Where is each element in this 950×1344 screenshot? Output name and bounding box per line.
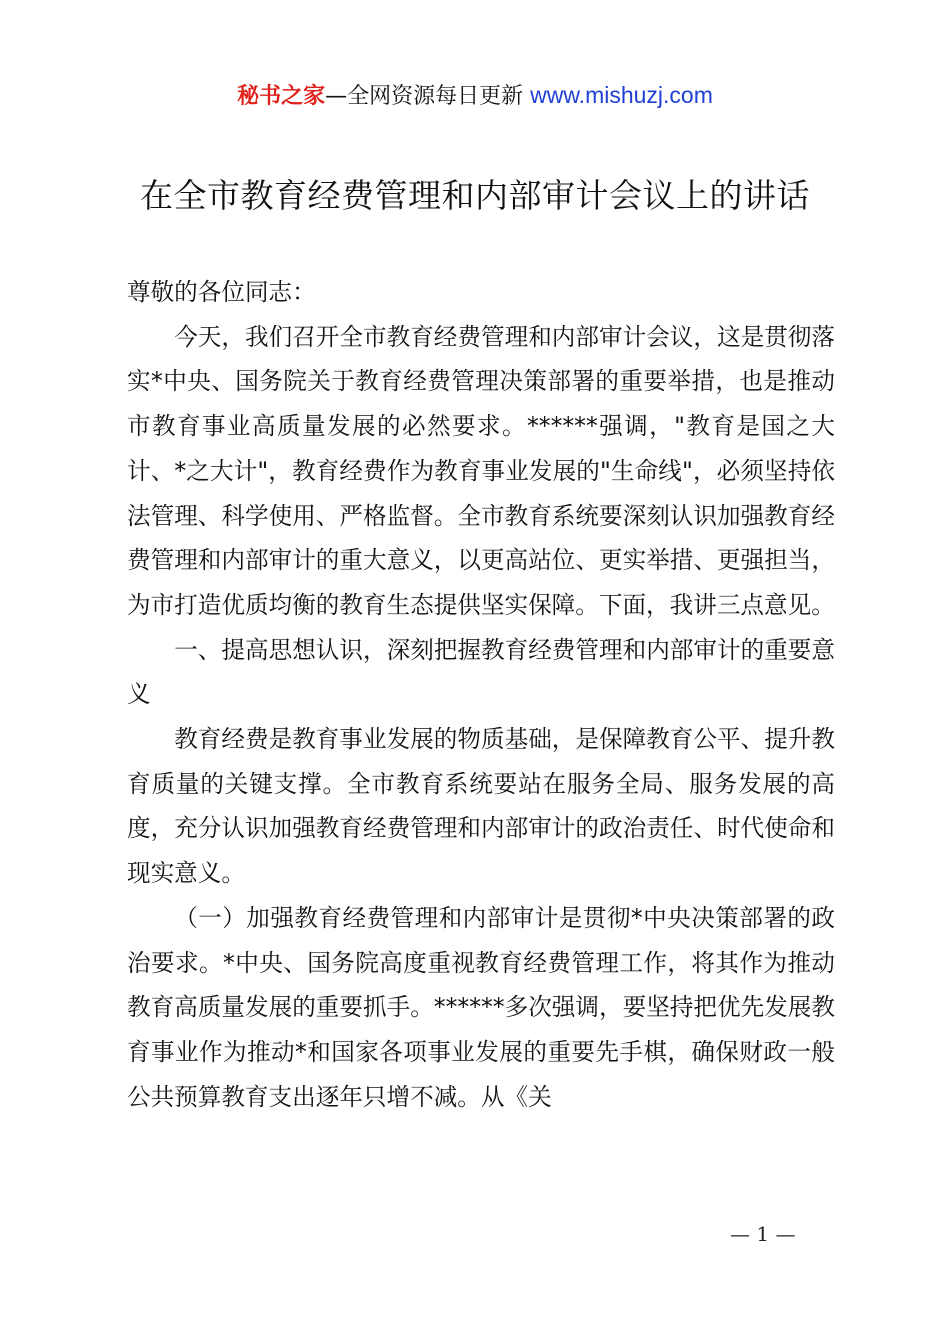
site-url-link[interactable]: www.mishuzj.com [530,82,713,108]
salutation: 尊敬的各位同志： [127,278,316,306]
brand-name: 秘书之家 [237,84,326,109]
section-heading-1: 一、提高思想认识，深刻把握教育经费管理和内部审计的重要意义 [127,635,835,709]
banner-tagline: —全网资源每日更新 [325,84,531,109]
paragraph-subsection-1: （一）加强教育经费管理和内部审计是贯彻*中央决策部署的政治要求。*中央、国务院高度重视教育经费管理工作，将其作为推动教育高质量发展的重要抓手。******多次强调，要坚持把优先发展教育事业作为推动*和国家各项事业发展的重要先手棋，确保财政一般公共预算教育支出逐年只增不减。从《关 [127,903,835,1111]
site-banner [0,78,950,114]
document-body [127,270,835,1119]
paragraph-section-1-intro: 教育经费是教育事业发展的物质基础，是保障教育公平、提升教育质量的关键支撑。全市教育系统要站在服务全局、服务发展的高度，充分认识加强教育经费管理和内部审计的政治责任、时代使命和现实意义。 [127,725,835,888]
page-number: — 1 — [730,1222,796,1246]
paragraph-opening: 今天，我们召开全市教育经费管理和内部审计会议，这是贯彻落实*中央、国务院关于教育经费管理决策部署的重要举措，也是推动市教育事业高质量发展的必然要求。******强调，"教育是国之大计、*之大计"，教育经费作为教育事业发展的"生命线"，必须坚持依法管理、科学使用、严格监督。全市教育系统要深刻认识加强教育经费管理和内部审计的重大意义，以更高站位、更实举措、更强担当，为市打造优质均衡的教育生态提供坚实保障。下面，我讲三点意见。 [127,322,835,619]
document-title: 在全市教育经费管理和内部审计会议上的讲话 [140,176,810,215]
